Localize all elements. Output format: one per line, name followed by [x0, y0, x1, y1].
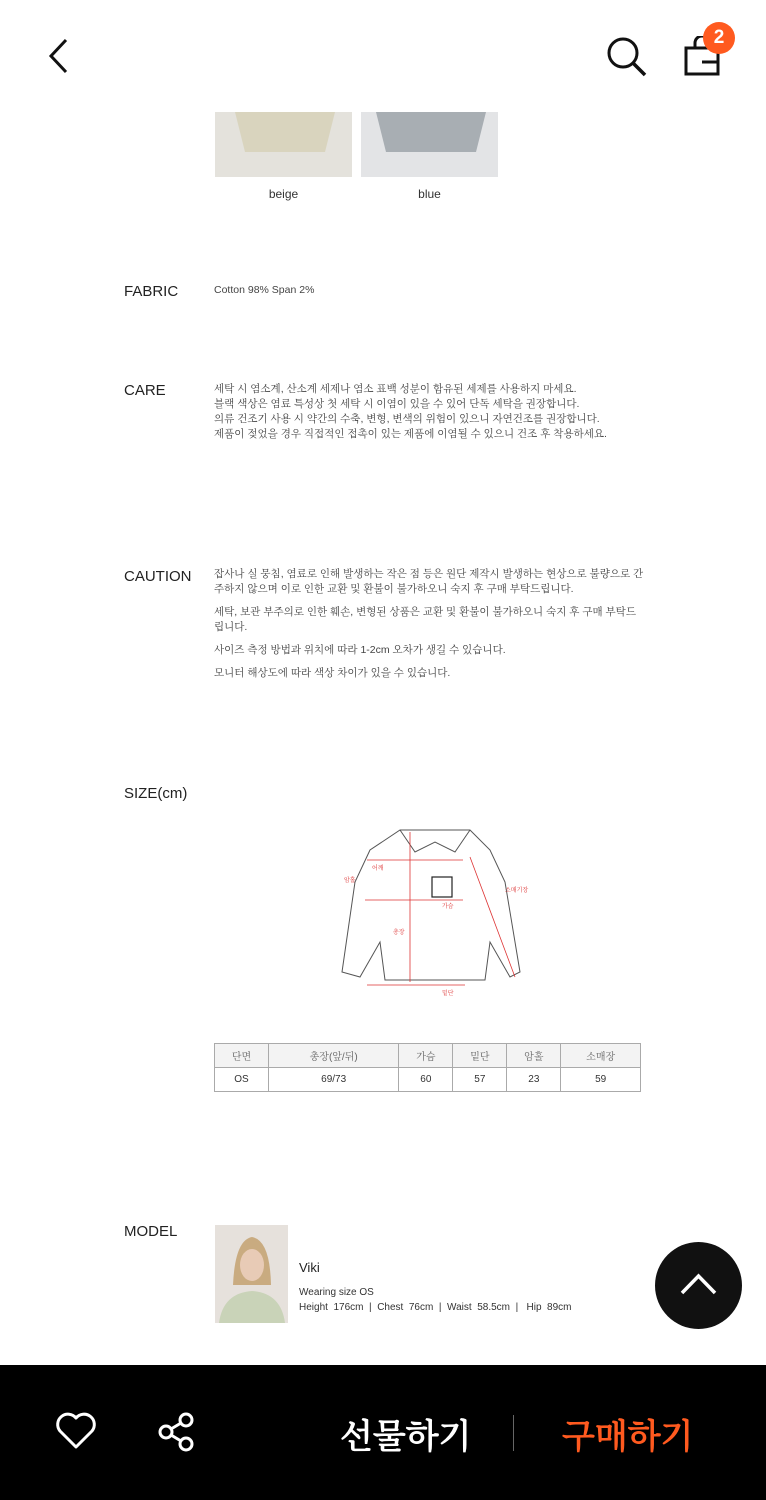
svg-text:가슴: 가슴: [442, 904, 454, 910]
svg-text:암홀: 암홀: [344, 878, 356, 884]
swatch-label: beige: [268, 187, 299, 201]
size-table: [214, 1043, 641, 1092]
search-icon[interactable]: [604, 34, 650, 80]
buy-button[interactable]: 구매하기: [562, 1418, 694, 1456]
gift-button[interactable]: 선물하기: [340, 1418, 472, 1456]
svg-text:어깨: 어깨: [372, 866, 384, 872]
svg-text:밑단: 밑단: [442, 991, 454, 997]
svg-text:총장: 총장: [393, 930, 405, 936]
heart-icon[interactable]: [54, 1411, 98, 1451]
model-label: MODEL: [124, 1223, 178, 1240]
care-label: CARE: [124, 382, 166, 399]
model-wearing-size: Wearing size OS: [299, 1287, 374, 1298]
chevron-up-icon: [655, 1242, 742, 1329]
fabric-value: Cotton 98% Span 2%: [214, 284, 315, 296]
color-swatch-blue[interactable]: [361, 112, 498, 177]
bottom-action-bar: [0, 1365, 766, 1500]
caution-text: 잡사나 실 뭉침, 염료로 인해 발생하는 작은 점 등은 원단 제작시 발생하는 현상으로 불량으로 간주하지 않으며 이로 인한 교환 및 환불이 불가하오니 숙지 후 구매 부탁드립니다. 세탁, 보관 부주의로 인한 훼손, 변형된 상품은 교환 및 환불이 불가하오니 숙지 후 구매 부탁드립니다. 사이즈 측정 방법과 위치에 따라 1-2cm 오차가 생길 수 있습니다. 모니터 해상도에 따라 색상 차이가 있을 수 있습니다.: [214, 568, 644, 679]
size-label: SIZE(cm): [124, 785, 188, 802]
cart-count-badge: 2: [703, 22, 735, 54]
color-swatch-beige[interactable]: [215, 112, 352, 177]
scroll-top-button[interactable]: [655, 1242, 742, 1329]
model-name: Viki: [299, 1260, 320, 1275]
care-text: 세탁 시 염소계, 산소계 세제나 염소 표백 성분이 함유된 세제를 사용하지 마세요. 블랙 색상은 염료 특성상 첫 세탁 시 이염이 있을 수 있어 단독 세탁을 권장합니다. 의류 건조기 사용 시 약간의 수축, 변형, 변색의 위험이 있으니 자연건조를 권장합니다. 제품이 젖었을 경우 직접적인 접촉이 있는 제품에 이염될 수 있으니 건조 후 착용하세요.: [214, 383, 607, 440]
share-icon[interactable]: [157, 1411, 199, 1453]
fabric-label: FABRIC: [124, 283, 179, 300]
model-photo: [215, 1225, 288, 1323]
svg-text:소매기장: 소매기장: [505, 888, 529, 894]
divider: [513, 1415, 514, 1451]
table-header-row: 단면 총장(앞/뒤) 가슴 밑단 암홀 소매장: [215, 1044, 641, 1068]
caution-label: CAUTION: [124, 568, 192, 585]
back-icon[interactable]: [44, 36, 74, 76]
header: [0, 0, 766, 110]
model-measurements: Height 176cm | Chest 76cm | Waist 58.5cm | Hip 89cm: [299, 1302, 572, 1313]
swatch-label: blue: [418, 187, 441, 201]
table-row: OS 69/73 60 57 23 59: [215, 1068, 641, 1092]
shirt-size-diagram: [330, 822, 540, 1002]
